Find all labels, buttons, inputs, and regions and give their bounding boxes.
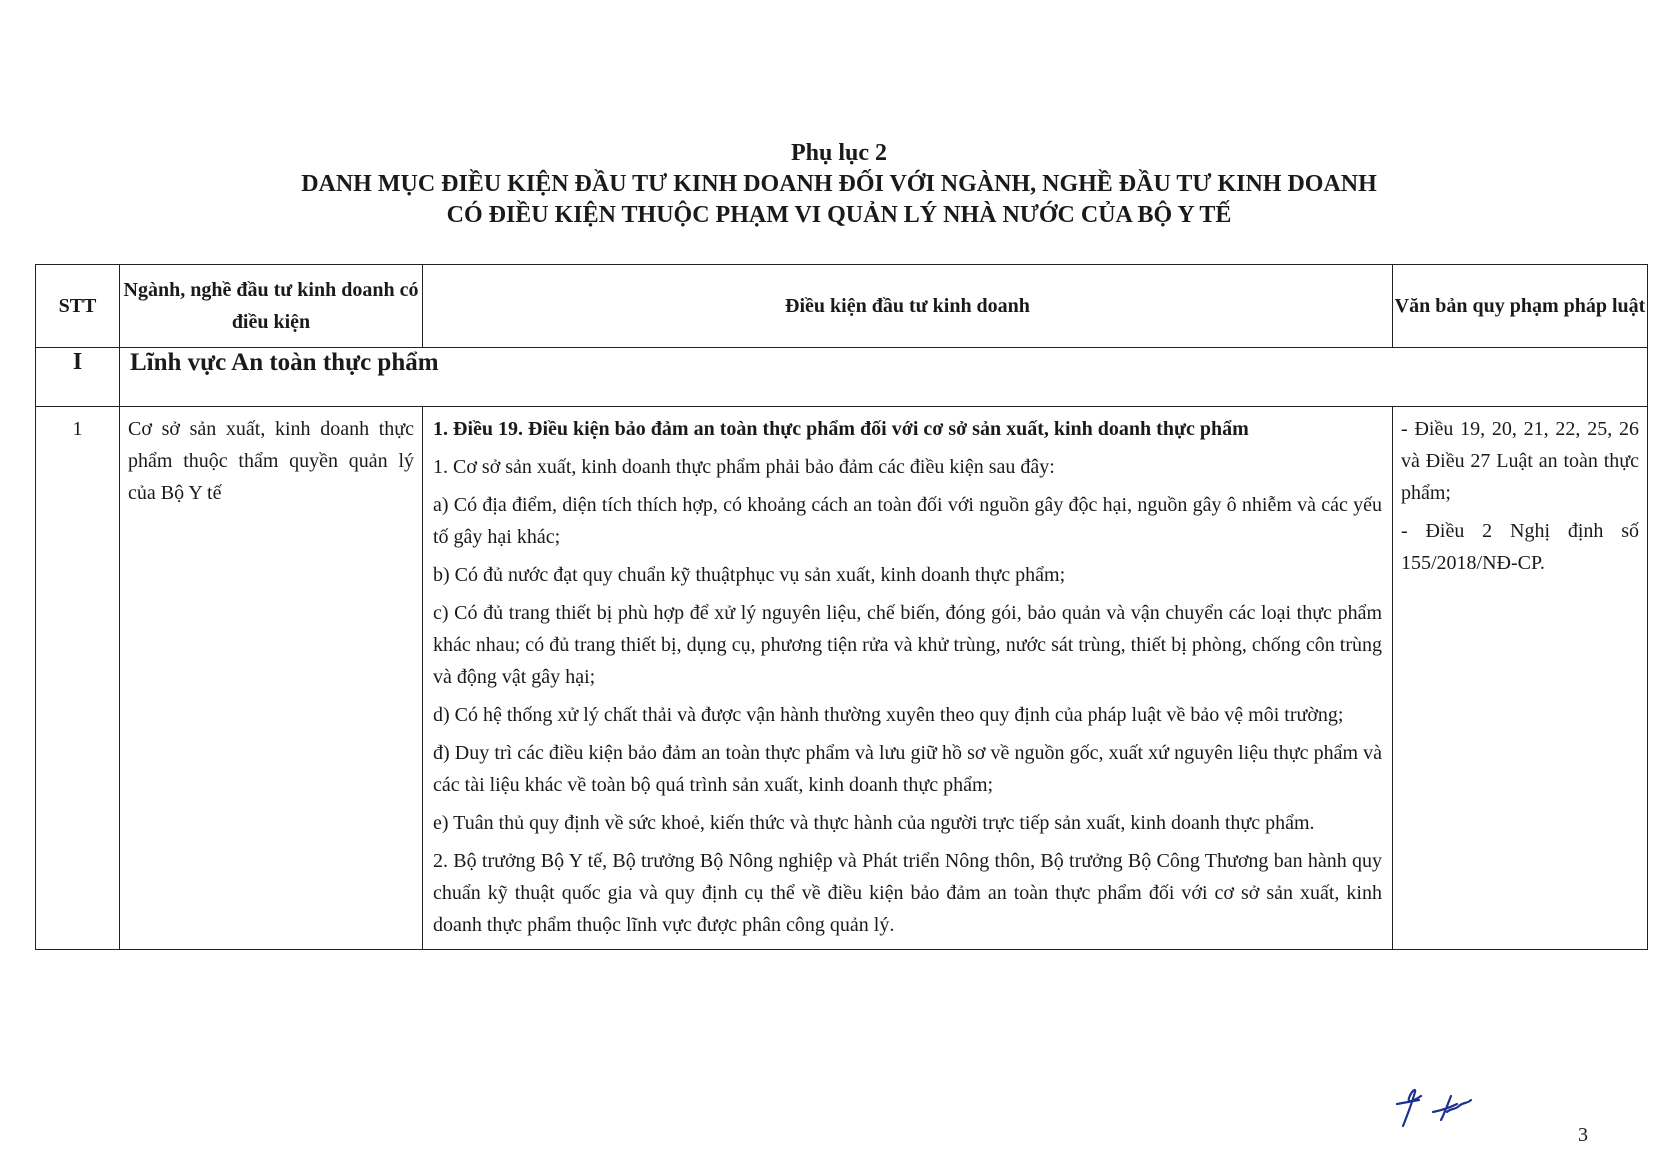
- section-number: I: [36, 348, 120, 407]
- title-line-1: DANH MỤC ĐIỀU KIỆN ĐẦU TƯ KINH DOANH ĐỐI VỚI NGÀNH, NGHỀ ĐẦU TƯ KINH DOANH: [301, 171, 1377, 197]
- row-vanban: [1393, 407, 1648, 950]
- dieukien-item-dd: đ) Duy trì các điều kiện bảo đảm an toàn thực phẩm và lưu giữ hồ sơ về nguồn gốc, xuất xứ nguyên liệu thực phẩm và các tài liệu khác về toàn bộ quá trình sản xuất, kinh doanh thực phẩm;: [433, 742, 1382, 796]
- vanban-item-1: - Điều 19, 20, 21, 22, 25, 26 và Điều 27 Luật an toàn thực phẩm;: [1401, 418, 1639, 504]
- document-title-block: [0, 138, 1678, 231]
- dieukien-item-b: b) Có đủ nước đạt quy chuẩn kỹ thuậtphục vụ sản xuất, kinh doanh thực phẩm;: [433, 564, 1066, 586]
- row-stt: 1: [36, 407, 120, 950]
- row-nganh: Cơ sở sản xuất, kinh doanh thực phẩm thuộc thẩm quyền quản lý của Bộ Y tế: [120, 407, 423, 950]
- annex-label: Phụ lục 2: [790, 140, 888, 166]
- dieukien-para-1: 1. Cơ sở sản xuất, kinh doanh thực phẩm phải bảo đảm các điều kiện sau đây:: [433, 456, 1055, 478]
- title-line-2: CÓ ĐIỀU KIỆN THUỘC PHẠM VI QUẢN LÝ NHÀ NƯỚC CỦA BỘ Y TẾ: [446, 202, 1232, 228]
- dieukien-para-2: 2. Bộ trưởng Bộ Y tế, Bộ trưởng Bộ Nông nghiệp và Phát triển Nông thôn, Bộ trưởng Bộ Công Thương ban hành quy chuẩn kỹ thuật quốc gia và quy định cụ thể về điều kiện bảo đảm an toàn thực phẩm đối với cơ sở sản xuất, kinh doanh thực phẩm thuộc lĩnh vực được phân công quản lý.: [433, 850, 1382, 936]
- page-number: 3: [1578, 1124, 1588, 1146]
- col-header-vanban: Văn bản quy phạm pháp luật: [1393, 265, 1648, 348]
- conditions-table: [35, 264, 1648, 950]
- dieukien-item-c: c) Có đủ trang thiết bị phù hợp để xử lý nguyên liệu, chế biến, đóng gói, bảo quản và vận chuyển các loại thực phẩm khác nhau; có đủ trang thiết bị, dụng cụ, phương tiện rửa và khử trùng, nước sát trùng, thiết bị phòng, chống côn trùng và động vật gây hại;: [433, 602, 1382, 688]
- dieukien-item-e: e) Tuân thủ quy định về sức khoẻ, kiến thức và thực hành của người trực tiếp sản xuất, kinh doanh thực phẩm.: [433, 812, 1315, 834]
- row-dieukien: [423, 407, 1393, 950]
- vanban-item-2: - Điều 2 Nghị định số 155/2018/NĐ-CP.: [1401, 520, 1639, 574]
- signature-icon: [1385, 1082, 1475, 1130]
- dieukien-item-a: a) Có địa điểm, diện tích thích hợp, có khoảng cách an toàn đối với nguồn gây độc hại, nguồn gây ô nhiễm và các yếu tố gây hại khác;: [433, 494, 1382, 548]
- section-title: Lĩnh vực An toàn thực phẩm: [120, 348, 1648, 407]
- col-header-stt: STT: [36, 265, 120, 348]
- col-header-nganh: Ngành, nghề đầu tư kinh doanh có điều kiện: [120, 265, 423, 348]
- table-row: [36, 407, 1648, 950]
- col-header-dieukien: Điều kiện đầu tư kinh doanh: [423, 265, 1393, 348]
- dieukien-item-d: d) Có hệ thống xử lý chất thải và được vận hành thường xuyên theo quy định của pháp luật về bảo vệ môi trường;: [433, 704, 1344, 726]
- signature-initials: [1385, 1082, 1475, 1135]
- table-header-row: [36, 265, 1648, 348]
- section-row: [36, 348, 1648, 407]
- dieukien-heading: 1. Điều 19. Điều kiện bảo đảm an toàn thực phẩm đối với cơ sở sản xuất, kinh doanh thực phẩm: [433, 418, 1249, 440]
